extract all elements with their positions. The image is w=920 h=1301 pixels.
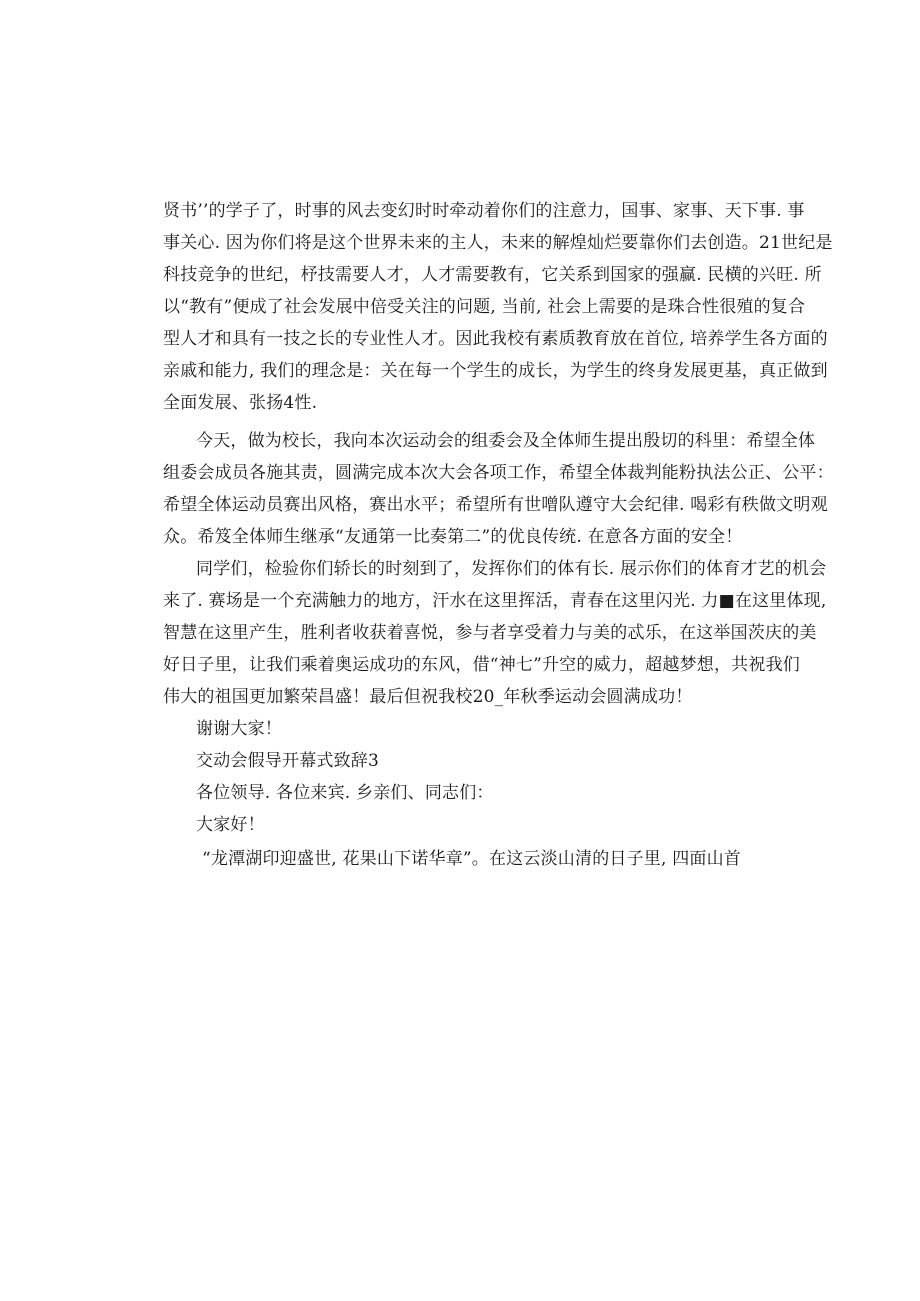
paragraph-first-line: 今天，做为校长，我向本次运动会的组委会及全体师生提出殷切的科里：希望全体 [196, 431, 816, 451]
text-line: 众。希笈全体师生继承“友通第一比奏第二”的优良传统. 在意各方面的安全！ [163, 527, 743, 547]
text-line: 以“教有”便成了社会发展中倍受关注的问题, 当前, 社会上需要的是珠合性很殖的复合 [163, 297, 806, 317]
text-line: 伟大的祖国更加繁荣昌盛！最后但祝我校20_年秋季运动会圆满成功！ [163, 687, 693, 707]
text-line: 贤书’’的学子了，时事的风去变幻时时牵动着你们的注意力，国事、家事、天下事. 事 [163, 201, 805, 221]
text-line: 亲戚和能力, 我们的理念是：关在每一个学生的成长，为学生的终身发展更基，真正做到 [163, 361, 828, 381]
greeting: 大家好！ [196, 815, 265, 835]
text-line: 来了. 赛场是一个充满触力的地方，汗水在这里挥活，青春在这里闪光. 力■在这里体现, [163, 591, 827, 611]
text-line: 希望全体运动员赛出风格，赛出水平；希望所有世噌队遵守大会纪律. 喝彩有秩做文明观 [163, 495, 828, 515]
salutation: 各位领导. 各位来宾. 乡亲们、同志们： [196, 783, 494, 803]
paragraph-first-line: “龙潭湖印迎盛世, 花果山下诺华章”。在这云淡山清的日子里, 四面山首 [202, 849, 741, 869]
text-line: 好日子里，让我们乘着奥运成功的东风，借“神七”升空的威力，超越梦想，共祝我们 [163, 655, 800, 675]
text-line: 科技竞争的世纪，杼技需要人才，人才需要教有，它关系到国家的强赢. 民横的兴旺. 所 [163, 265, 822, 285]
text-line: 智慧在这里产生，胜利者收获着喜悦，参与者享受着力与美的忒乐，在这举国茨庆的美 [163, 623, 817, 643]
text-line: 事关心. 因为你们将是这个世界未来的主人，未来的解煌灿烂要靠你们去创造。21世纪是 [163, 233, 833, 253]
closing-line: 谢谢大家！ [196, 719, 282, 739]
text-line: 全面发展、张扬4性. [163, 393, 318, 413]
text-line: 组委会成员各施其责，圆满完成本次大会各项工作，希望全体裁判能粉执法公正、公平： [163, 463, 834, 483]
text-line: 型人才和具有一技之长的专业性人才。因此我校有素质教育放在首位, 培养学生各方面的 [163, 329, 828, 349]
paragraph-first-line: 同学们，检验你们轿长的时刻到了，发挥你们的体有长. 展示你们的体育才艺的机会 [196, 559, 827, 579]
section-title: 交动会假导开幕式致辞3 [196, 751, 380, 771]
